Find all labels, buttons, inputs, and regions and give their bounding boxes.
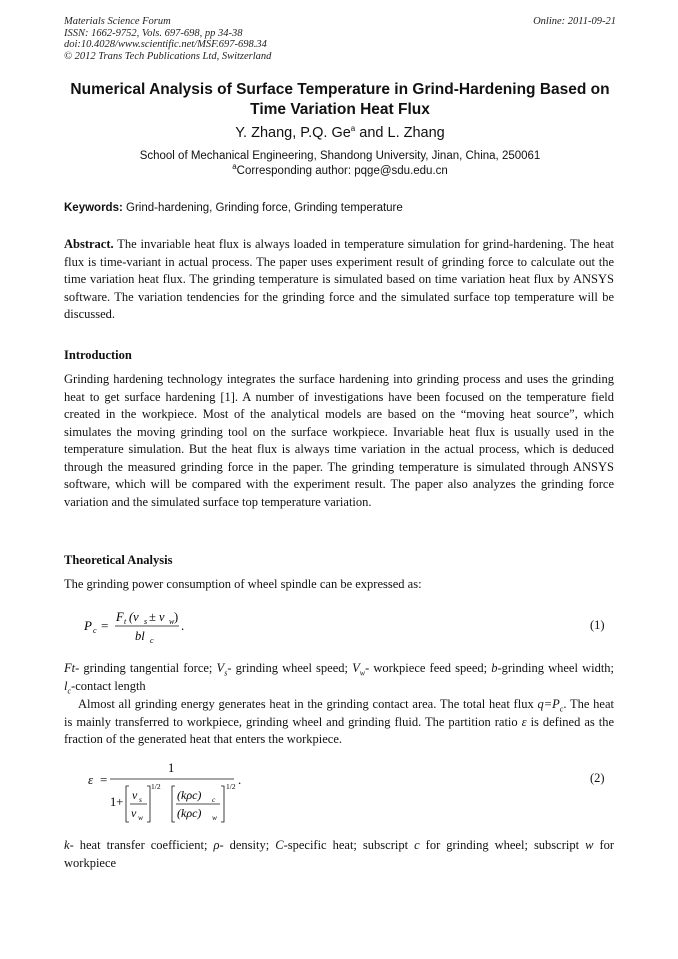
eq2-equals: =: [100, 772, 108, 787]
theory-intro: The grinding power consumption of wheel spindle can be expressed as:: [64, 577, 422, 591]
author-1: Y. Zhang,: [235, 125, 297, 141]
issn-line: ISSN: 1662-9752, Vols. 697-698, pp 34-38: [64, 27, 243, 39]
eq2-kpc-w-sub: w: [212, 813, 218, 822]
theory-heading: Theoretical Analysis: [64, 553, 173, 567]
eq2-one-plus: 1+: [110, 795, 124, 809]
eq1-den-sub: c: [150, 636, 154, 645]
correspondence-mark: a: [232, 162, 237, 172]
eq2-numerator: 1: [168, 761, 175, 775]
eq1-num-f-sub: t: [124, 617, 127, 626]
equation-2-number: (2): [590, 771, 605, 785]
eq1-dot: .: [181, 618, 185, 633]
eq2-right-bracket-2: [221, 786, 224, 822]
partition-paragraph: Almost all grinding energy generates heat in the grinding contact area. The total heat flux $q=P_c$. The heat is mainly transferred to workpiece, grinding wheel and grinding fluid. The partition ratio ε is defined as the fraction of the generated heat that enters the workpiece.: [64, 697, 615, 746]
eq2-lhs: ε: [88, 772, 94, 787]
eq1-lhs: P: [84, 618, 92, 633]
correspondence: $^a$Corresponding author: pqge@sdu.edu.cn: [232, 162, 448, 177]
eq2-vs-sub: s: [139, 795, 142, 804]
eq2-dot: .: [238, 772, 242, 787]
eq1-definitions: Ft- grinding tangential force; $V_s-$ grinding wheel speed; $V_w-$ workpiece feed speed; b-grinding wheel width; $l_c$-contact length: [64, 661, 615, 695]
author-list: [64, 124, 616, 142]
abstract-label: Abstract.: [64, 237, 114, 251]
journal-name: Materials Science Forum: [64, 16, 171, 27]
online-date: Online: 2011-09-21: [533, 16, 616, 27]
introduction-heading: Introduction: [64, 348, 132, 362]
eq2-kpc-w: (kρc): [177, 806, 202, 820]
abstract: [64, 236, 614, 324]
eq2-exp-1: 1/2: [151, 782, 161, 791]
eq2-kpc-c: (kρc): [177, 788, 202, 802]
eq1-num-s: s: [144, 617, 148, 626]
eq1-num-close: ): [174, 610, 179, 624]
eq1-lhs-sub: c: [93, 626, 97, 635]
eq1-num-pm: ± v: [149, 610, 165, 624]
eq1-num-w: w: [169, 617, 175, 626]
equation-1: [80, 602, 190, 646]
paper-title: Numerical Analysis of Surface Temperature in Grind-Hardening Based on Time Variation Heat Flux: [70, 81, 610, 118]
eq2-exp-2: 1/2: [226, 782, 236, 791]
journal-header: [64, 16, 616, 62]
eq2-kpc-c-sub: c: [212, 795, 216, 804]
copyright-line: © 2012 Trans Tech Publications Ltd, Switzerland: [64, 50, 272, 62]
eq2-vw: v: [131, 806, 137, 820]
equation-2: [84, 758, 254, 826]
author-3: and L. Zhang: [359, 125, 445, 141]
eq2-left-bracket-2: [172, 786, 175, 822]
eq2-right-bracket-1: [147, 786, 150, 822]
eq1-equals: =: [101, 618, 109, 633]
introduction-text: Grinding hardening technology integrates the surface hardening into grinding process and uses the grinding heat to get surface hardening [1]. A number of investigations have been focused on the temperature field created in the workpiece. Most of the analytical models are based on the “moving heat source”, which simulates the moving grinding tool on the surface workpiece. Invariable heat flux is usually used in the temperature simulation. But the heat flux is always time variation in the actual process, which is deduced through the measured grinding force in the paper. The grinding temperature is simulated through ANSYS software, which will be compared with the experiment result. The paper also analyzes the grinding force variation and the simulated surface top temperature variation.: [64, 372, 614, 509]
keywords: [64, 201, 616, 216]
eq2-left-bracket-1: [126, 786, 129, 822]
equation-1-number: (1): [590, 618, 605, 632]
eq2-vw-sub: w: [138, 813, 144, 822]
eq1-num-f: F: [116, 610, 124, 624]
keywords-text: Grind-hardening, Grinding force, Grinding temperature: [126, 202, 403, 214]
doi-line: doi:10.4028/www.scientific.net/MSF.697-698.34: [64, 39, 267, 50]
abstract-text: The invariable heat flux is always loaded in temperature simulation for grind-hardening. The heat flux is time-variant in actual process. The paper uses experiment result of grinding force to calculate out the time variation heat flux. The grinding temperature is simulated based on time variation heat flux by ANSYS software. The variation tendencies for the grinding force and the simulated surface top temperature will be discussed.: [64, 237, 614, 321]
author-2: P.Q. Ge: [300, 125, 351, 141]
eq2-vs: v: [132, 788, 138, 802]
eq1-den: bl: [135, 629, 145, 643]
affiliation-block: [64, 149, 616, 179]
affiliation: School of Mechanical Engineering, Shandong University, Jinan, China, 250061: [139, 150, 541, 162]
keywords-label: Keywords:: [64, 202, 123, 214]
eq1-num-v: (v: [129, 610, 139, 624]
author-2-mark: a: [350, 124, 356, 134]
epsilon-symbol: ε: [521, 714, 527, 729]
eq2-definitions: k- heat transfer coefficient; ρ- density; C-specific heat; subscript c for grinding wheel; subscript w for workpiece: [64, 838, 615, 870]
